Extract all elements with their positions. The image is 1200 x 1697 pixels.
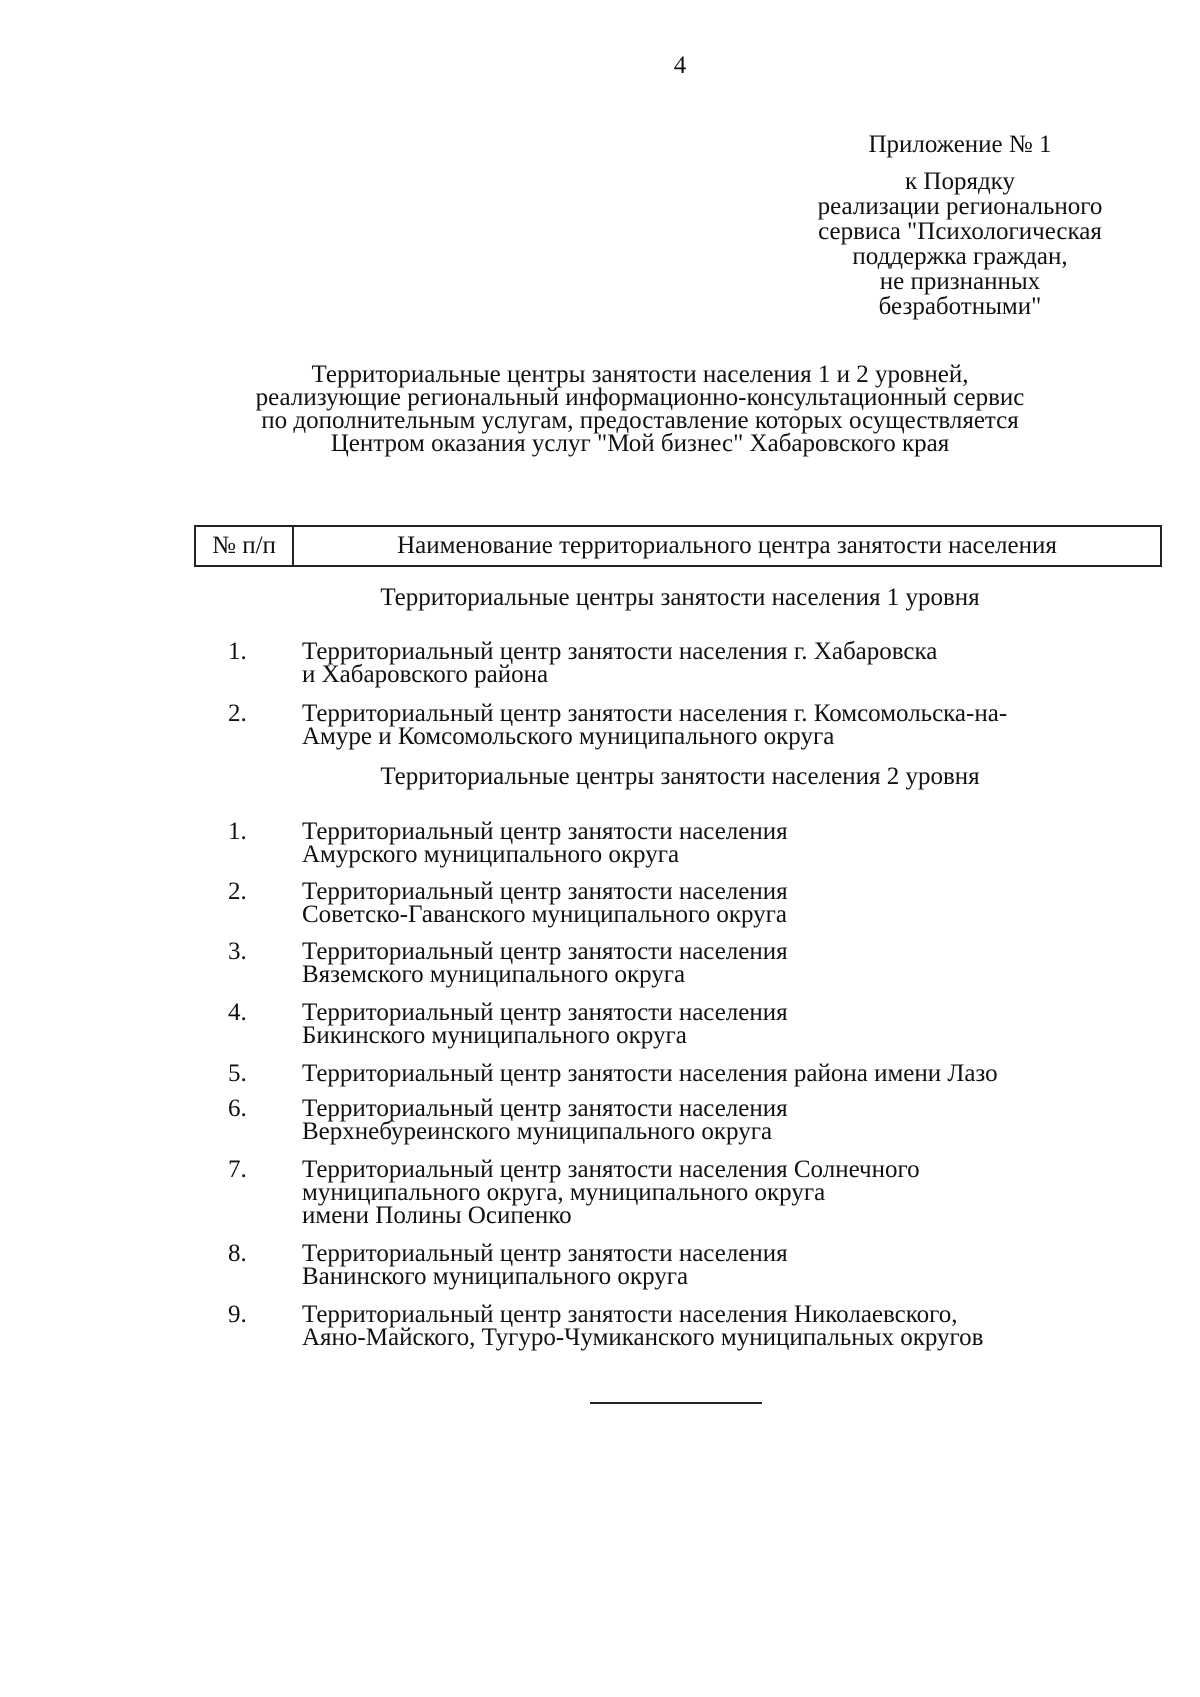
item-number: 9. xyxy=(228,1301,247,1328)
item-line: Территориальный центр занятости населения Николаевского, xyxy=(302,1301,958,1328)
title-line: Территориальные центры занятости населения 1 и 2 уровней, xyxy=(311,361,969,388)
item-number: 1. xyxy=(228,818,247,845)
item-line: Амурского муниципального округа xyxy=(302,841,680,868)
item-line: Советско-Гаванского муниципального округа xyxy=(302,901,788,928)
title-line: Центром оказания услуг "Мой бизнес" Хабаровского края xyxy=(330,430,950,457)
section-heading-level-2: Территориальные центры занятости населения 2 уровня xyxy=(380,763,980,790)
appendix-line: сервиса "Психологическая xyxy=(818,218,1102,245)
item-text xyxy=(302,1242,1162,1288)
table-header xyxy=(194,525,1162,567)
item-line: Территориальный центр занятости населения xyxy=(302,818,788,845)
item-line: Амуре и Комсомольского муниципального округа xyxy=(302,723,835,750)
item-line: Верхнебуреинского муниципального округа xyxy=(302,1118,773,1145)
document-title xyxy=(200,363,1080,455)
item-number: 8. xyxy=(228,1240,247,1267)
appendix-title: Приложение № 1 xyxy=(868,131,1052,158)
item-text xyxy=(302,940,1162,986)
item-number: 6. xyxy=(228,1095,247,1122)
item-number: 7. xyxy=(228,1156,247,1183)
item-text xyxy=(302,1303,1162,1349)
item-text xyxy=(302,702,1162,748)
item-text xyxy=(302,1097,1162,1143)
column-header-number: № п/п xyxy=(196,527,294,565)
item-text xyxy=(302,880,1162,926)
title-line: реализующие региональный информационно-консультационный сервис xyxy=(255,384,1025,411)
item-line: Ванинского муниципального округа xyxy=(302,1263,689,1290)
item-text xyxy=(302,640,1162,686)
item-line: Территориальный центр занятости населения xyxy=(302,938,788,965)
appendix-block xyxy=(790,132,1130,319)
item-line: Территориальный центр занятости населения г. Хабаровска xyxy=(302,638,938,665)
item-line: Территориальный центр занятости населения района имени Лазо xyxy=(302,1060,998,1087)
item-line: Вяземского муниципального округа xyxy=(302,961,686,988)
closing-rule xyxy=(590,1402,762,1404)
page-number: 4 xyxy=(673,52,687,79)
item-line: Бикинского муниципального округа xyxy=(302,1022,687,1049)
section-heading-level-1: Территориальные центры занятости населения 1 уровня xyxy=(380,584,980,611)
item-line: Территориальный центр занятости населения xyxy=(302,878,788,905)
appendix-line: безработными" xyxy=(878,293,1042,320)
item-number: 2. xyxy=(228,878,247,905)
appendix-line: реализации регионального xyxy=(817,193,1103,220)
item-line: Территориальный центр занятости населения г. Комсомольска-на- xyxy=(302,700,1008,727)
item-line: имени Полины Осипенко xyxy=(302,1202,572,1229)
item-number: 1. xyxy=(228,638,247,665)
title-line: по дополнительным услугам, предоставление которых осуществляется xyxy=(261,407,1019,434)
column-header-name: Наименование территориального центра занятости населения xyxy=(397,532,1057,559)
item-number: 5. xyxy=(228,1060,247,1087)
item-text xyxy=(302,1062,1162,1085)
item-line: Территориальный центр занятости населения Солнечного xyxy=(302,1156,920,1183)
item-number: 3. xyxy=(228,938,247,965)
appendix-line: не признанных xyxy=(879,268,1041,295)
item-line: и Хабаровского района xyxy=(302,661,549,688)
item-text xyxy=(302,1001,1162,1047)
appendix-line: поддержка граждан, xyxy=(852,243,1068,270)
item-text xyxy=(302,1158,1162,1227)
item-line: Территориальный центр занятости населения xyxy=(302,1095,788,1122)
item-line: Аяно-Майского, Тугуро-Чумиканского муниципальных округов xyxy=(302,1324,984,1351)
item-number: 4. xyxy=(228,999,247,1026)
item-number: 2. xyxy=(228,700,247,727)
item-line: Территориальный центр занятости населения xyxy=(302,999,788,1026)
item-line: муниципального округа, муниципального округа xyxy=(302,1179,826,1206)
item-text xyxy=(302,820,1162,866)
appendix-line: к Порядку xyxy=(905,168,1015,195)
item-line: Территориальный центр занятости населения xyxy=(302,1240,788,1267)
